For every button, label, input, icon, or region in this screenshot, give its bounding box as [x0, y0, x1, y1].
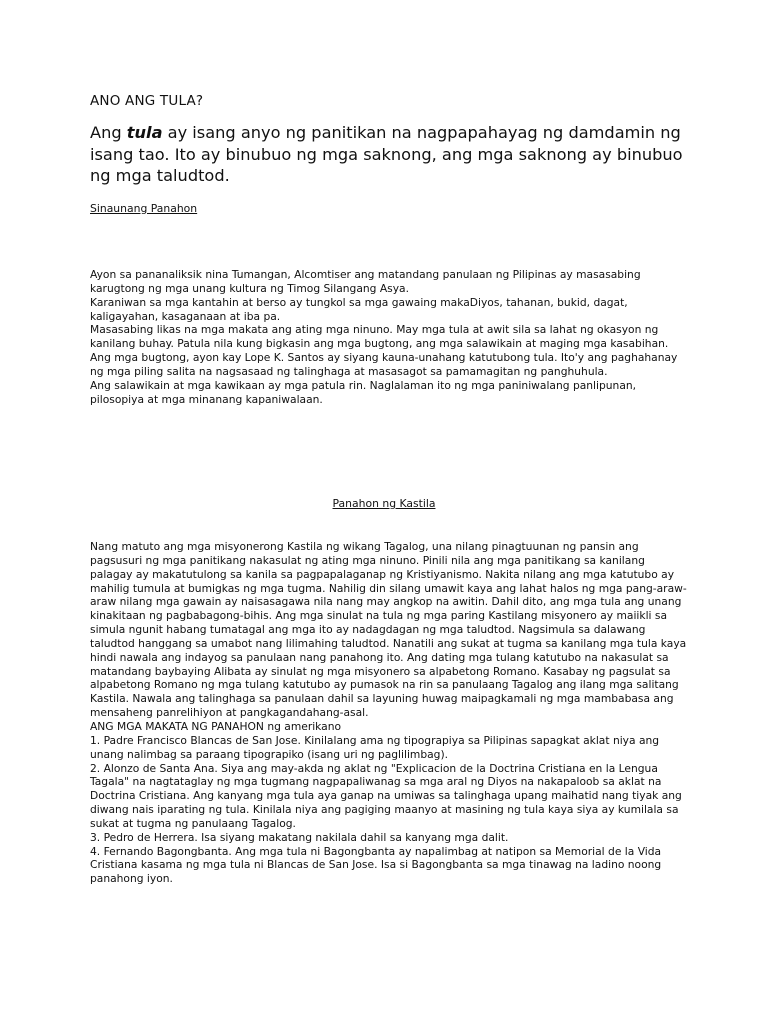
section-title-sinaunang-panahon: Sinaunang Panahon — [90, 202, 198, 215]
paragraph: Nang matuto ang mga misyonerong Kastila ng wikang Tagalog, una nilang pinagtuunan ng pansin ang pagsusuri ng mga panitikang nakasulat ng ating mga ninuno. Pinili nila ang mga panitikang sa kanilang palagay ay makatutulong sa kanila sa pagpapalaganap ng Kristiyanismo. Nakita nilang ang mga katutubo ay mahilig tumula at bumigkas ng mga tugma. Nahilig din silang umawit kaya ang lahat halos ng mga pang-araw-araw nilang mga gawain ay naisasagawa nila nang may angkop na awitin. Dahil dito, ang mga tula ang unang kinakitaan ng pagbabagong-bihis. Ang mga sinulat na tula ng mga paring Kastilang misyonero ay maiikli sa simula ngunit habang tumatagal ang mga ito ay nadagdagan ng mga taludtod. Nagsimula sa dalawang taludtod hanggang sa umabot nang lilimahing taludtod. Nanatili ang sukat at tugma sa kanilang mga tula kaya hindi nawala ang indayog sa panulaan nang panahong ito. Ang dating mga tulang katutubo na nakasulat sa matandang baybaying Alibata ay sinulat ng mga misyonero sa alpabetong Romano. Kasabay ng pagsulat sa alpabetong Romano ng mga tulang katutubo ay pumasok na rin sa panulaang Tagalog ang ilang mga salitang Kastila. Nawala ang talinghaga sa panulaan dahil sa layuning huwag maipagkamali ng mga mambabasa ang mensaheng panrelihiyon at pangkagandahang-asal. — [90, 540, 687, 720]
paragraph: Ayon sa pananaliksik nina Tumangan, Alcomtiser ang matandang panulaan ng Pilipinas ay masasabing karugtong ng mga unang kultura ng Timog Silangang Asya. — [90, 268, 641, 295]
list-item: 1. Padre Francisco Blancas de San Jose. Kinilalang ama ng tipograpiya sa Pilipinas sapagkat aklat niya ang unang nalimbag sa paraang tipograpiko (isang uri ng paglilimbag). — [90, 733, 660, 761]
intro-emphasis: tula — [126, 123, 163, 142]
intro-paragraph — [90, 122, 690, 187]
paragraph: Ang mga bugtong, ayon kay Lope K. Santos ay siyang kauna-unahang katutubong tula. Ito'y ang paghahanay ng mga piling salita na nagsasaad ng talinghaga at masasagot sa pamamagitan ng panghuhula. — [90, 351, 678, 378]
list-item: 2. Alonzo de Santa Ana. Siya ang may-akda ng aklat ng "Explicacion de la Doctrina Cristiana en la Lengua Tagala" na nagtataglay ng mga tugmang nagpapaliwanag sa mga aral ng Diyos na nakapaloob sa aklat na Doctrina Cristiana. Ang kanyang mga tula aya ganap na umiwas sa talinghaga upang maihatid nang tiyak ang diwang nais iparating ng tula. Kinilala niya ang pagiging maanyo at masining ng tula kaya siya ay kumilala sa sukat at tugma ng panulaang Tagalog. — [90, 761, 682, 830]
paragraph: Ang salawikain at mga kawikaan ay mga patula rin. Naglalaman ito ng mga paniniwalang panlipunan, pilosopiya at mga minanang kapaniwalaan. — [90, 378, 637, 406]
list-item: 3. Pedro de Herrera. Isa siyang makatang nakilala dahil sa kanyang mga dalit. — [90, 830, 509, 844]
document-heading: ANO ANG TULA? — [90, 93, 204, 109]
section-body-panahon-ng-kastila — [90, 540, 690, 886]
subheading-makata: ANG MGA MAKATA NG PANAHON ng amerikano — [90, 719, 342, 733]
paragraph: Karaniwan sa mga kantahin at berso ay tungkol sa mga gawaing makaDiyos, tahanan, bukid, dagat, kaligayahan, kasaganaan at iba pa. — [90, 295, 628, 323]
section-body-sinaunang-panahon — [90, 268, 690, 406]
list-item: 4. Fernando Bagongbanta. Ang mga tula ni Bagongbanta ay napalimbag at natipon sa Memorial de la Vida Cristiana kasama ng mga tula ni Blancas de San Jose. Isa si Bagongbanta sa mga tinawag na ladino noong panahong iyon. — [90, 844, 662, 886]
paragraph: Masasabing likas na mga makata ang ating mga ninuno. May mga tula at awit sila sa lahat ng okasyon ng kanilang buhay. Patula nila kung bigkasin ang mga bugtong, ang mga salawikain at maging mga kasabihan. — [90, 323, 669, 351]
intro-text-after: ay isang anyo ng panitikan na nagpapahayag ng damdamin ng isang tao. Ito ay binubuo ng mga saknong, ang mga saknong ay binubuo ng mga taludtod. — [90, 123, 683, 185]
section-title-panahon-ng-kastila: Panahon ng Kastila — [332, 497, 436, 510]
intro-text-before: Ang — [90, 123, 127, 142]
